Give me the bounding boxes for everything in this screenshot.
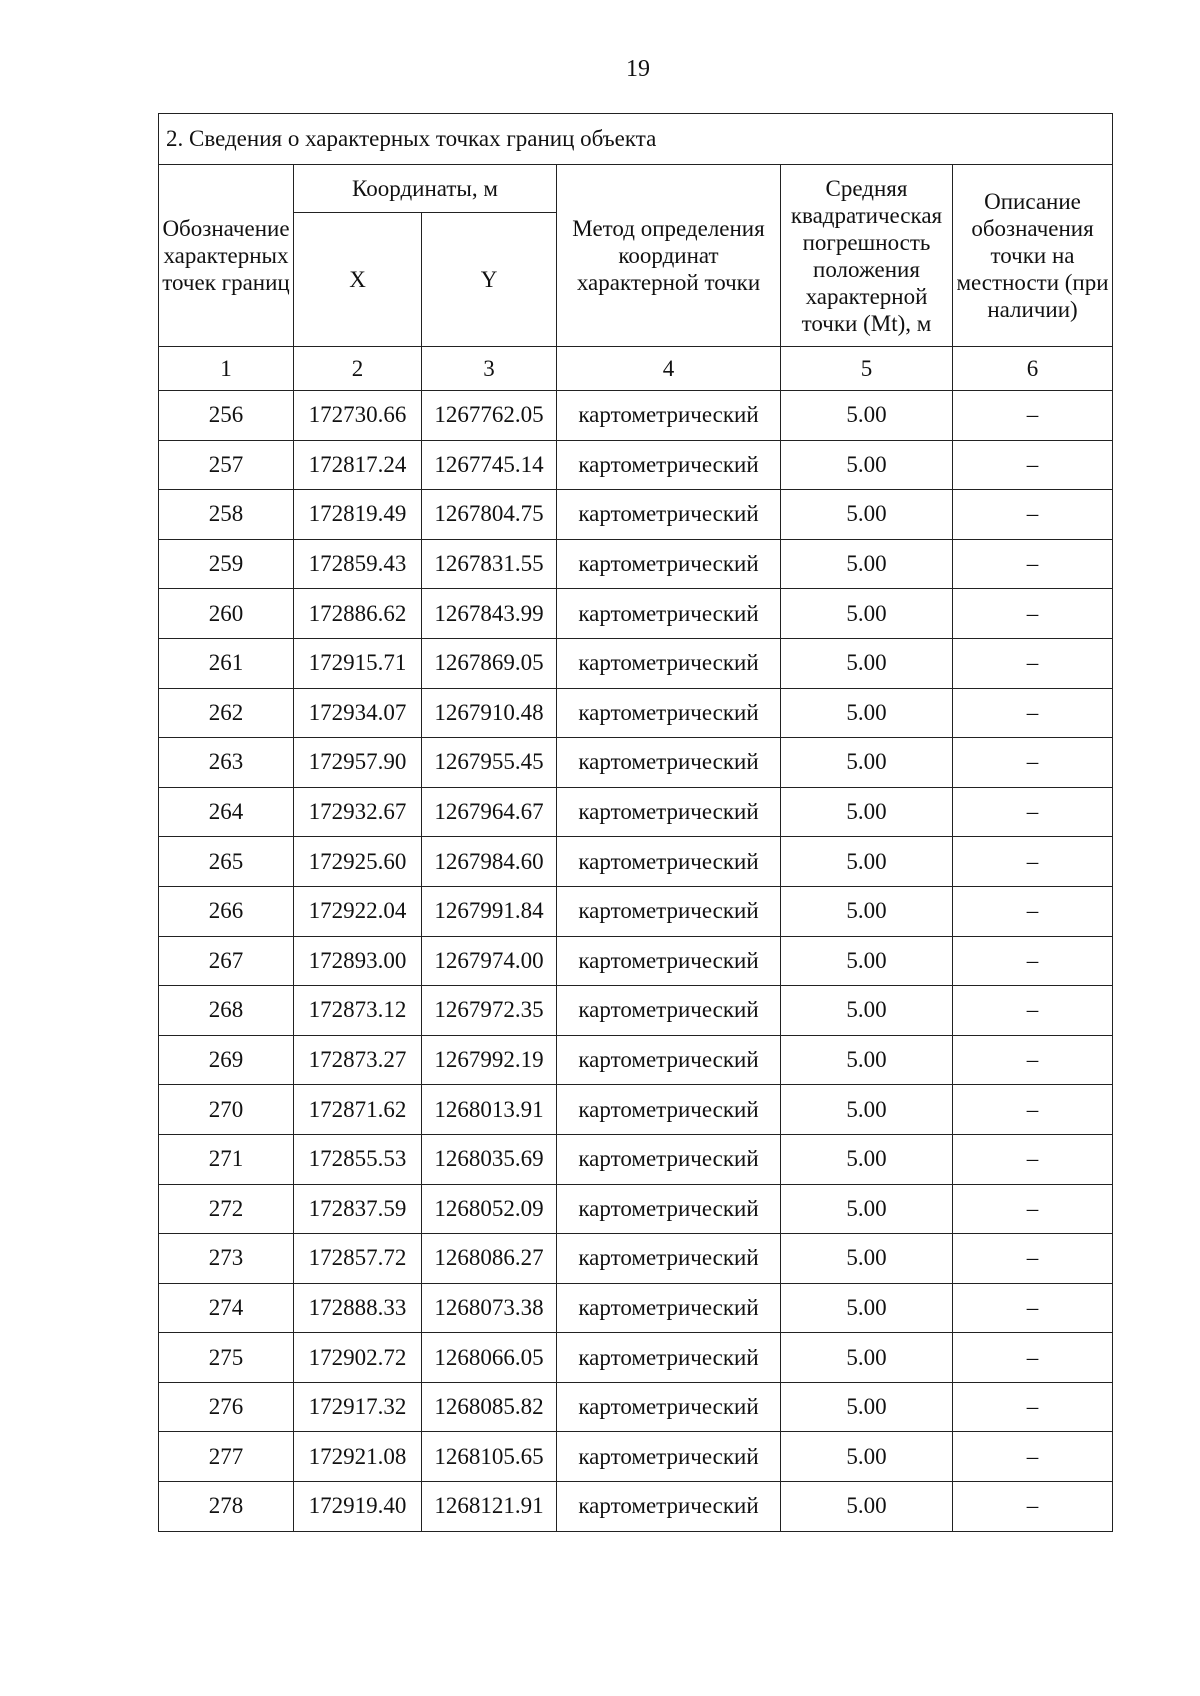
- method-cell: картометрический: [557, 1085, 781, 1135]
- method-cell: картометрический: [557, 490, 781, 540]
- y-cell: 1267964.67: [422, 787, 557, 837]
- x-cell: 172922.04: [294, 886, 422, 936]
- point-cell: 256: [159, 391, 294, 441]
- y-cell: 1267843.99: [422, 589, 557, 639]
- method-cell: картометрический: [557, 688, 781, 738]
- point-cell: 260: [159, 589, 294, 639]
- point-cell: 264: [159, 787, 294, 837]
- description-cell: –: [953, 1333, 1113, 1383]
- y-cell: 1267992.19: [422, 1035, 557, 1085]
- error-cell: 5.00: [781, 787, 953, 837]
- point-cell: 265: [159, 837, 294, 887]
- y-cell: 1267804.75: [422, 490, 557, 540]
- x-cell: 172893.00: [294, 936, 422, 986]
- point-cell: 266: [159, 886, 294, 936]
- method-cell: картометрический: [557, 1432, 781, 1482]
- table-row: [159, 1482, 1113, 1532]
- method-cell: картометрический: [557, 787, 781, 837]
- point-cell: 270: [159, 1085, 294, 1135]
- method-cell: картометрический: [557, 589, 781, 639]
- table-row: [159, 688, 1113, 738]
- description-cell: –: [953, 986, 1113, 1036]
- description-cell: –: [953, 440, 1113, 490]
- y-cell: 1268105.65: [422, 1432, 557, 1482]
- x-cell: 172917.32: [294, 1382, 422, 1432]
- table-row: [159, 490, 1113, 540]
- error-cell: 5.00: [781, 638, 953, 688]
- column-number: 5: [781, 347, 953, 391]
- header-y: Y: [422, 213, 557, 347]
- description-cell: –: [953, 539, 1113, 589]
- method-cell: картометрический: [557, 1333, 781, 1383]
- table-row: [159, 787, 1113, 837]
- x-cell: 172873.27: [294, 1035, 422, 1085]
- point-cell: 262: [159, 688, 294, 738]
- x-cell: 172857.72: [294, 1234, 422, 1284]
- description-cell: –: [953, 1432, 1113, 1482]
- error-cell: 5.00: [781, 886, 953, 936]
- error-cell: 5.00: [781, 391, 953, 441]
- y-cell: 1268086.27: [422, 1234, 557, 1284]
- error-cell: 5.00: [781, 440, 953, 490]
- header-point: Обозначение характерных точек границ: [159, 165, 294, 347]
- error-cell: 5.00: [781, 688, 953, 738]
- point-cell: 274: [159, 1283, 294, 1333]
- error-cell: 5.00: [781, 589, 953, 639]
- table-body: [159, 391, 1113, 1532]
- description-cell: –: [953, 589, 1113, 639]
- column-number: 1: [159, 347, 294, 391]
- x-cell: 172934.07: [294, 688, 422, 738]
- description-cell: –: [953, 391, 1113, 441]
- point-cell: 273: [159, 1234, 294, 1284]
- point-cell: 276: [159, 1382, 294, 1432]
- x-cell: 172921.08: [294, 1432, 422, 1482]
- header-x: X: [294, 213, 422, 347]
- table-row: [159, 539, 1113, 589]
- error-cell: 5.00: [781, 1134, 953, 1184]
- x-cell: 172932.67: [294, 787, 422, 837]
- y-cell: 1268085.82: [422, 1382, 557, 1432]
- x-cell: 172730.66: [294, 391, 422, 441]
- boundary-points-table: [158, 113, 1113, 1532]
- description-cell: –: [953, 1085, 1113, 1135]
- table-row: [159, 638, 1113, 688]
- point-cell: 275: [159, 1333, 294, 1383]
- table-row: [159, 986, 1113, 1036]
- point-cell: 267: [159, 936, 294, 986]
- x-cell: 172819.49: [294, 490, 422, 540]
- y-cell: 1267745.14: [422, 440, 557, 490]
- column-number: 4: [557, 347, 781, 391]
- description-cell: –: [953, 886, 1113, 936]
- y-cell: 1267955.45: [422, 738, 557, 788]
- method-cell: картометрический: [557, 1482, 781, 1532]
- y-cell: 1267831.55: [422, 539, 557, 589]
- description-cell: –: [953, 837, 1113, 887]
- x-cell: 172886.62: [294, 589, 422, 639]
- method-cell: картометрический: [557, 1035, 781, 1085]
- point-cell: 257: [159, 440, 294, 490]
- y-cell: 1268052.09: [422, 1184, 557, 1234]
- y-cell: 1267984.60: [422, 837, 557, 887]
- error-cell: 5.00: [781, 738, 953, 788]
- description-cell: –: [953, 936, 1113, 986]
- point-cell: 272: [159, 1184, 294, 1234]
- x-cell: 172902.72: [294, 1333, 422, 1383]
- y-cell: 1268013.91: [422, 1085, 557, 1135]
- description-cell: –: [953, 1035, 1113, 1085]
- method-cell: картометрический: [557, 1382, 781, 1432]
- table-row: [159, 837, 1113, 887]
- description-cell: –: [953, 1482, 1113, 1532]
- point-cell: 259: [159, 539, 294, 589]
- error-cell: 5.00: [781, 986, 953, 1036]
- header-method: Метод определения координат характерной точки: [557, 165, 781, 347]
- x-cell: 172859.43: [294, 539, 422, 589]
- y-cell: 1267991.84: [422, 886, 557, 936]
- table-row: [159, 886, 1113, 936]
- method-cell: картометрический: [557, 837, 781, 887]
- method-cell: картометрический: [557, 1134, 781, 1184]
- table-title: 2. Сведения о характерных точках границ объекта: [159, 114, 1113, 165]
- column-number: 3: [422, 347, 557, 391]
- method-cell: картометрический: [557, 1184, 781, 1234]
- x-cell: 172915.71: [294, 638, 422, 688]
- error-cell: 5.00: [781, 1333, 953, 1383]
- description-cell: –: [953, 1382, 1113, 1432]
- table-row: [159, 1085, 1113, 1135]
- y-cell: 1268066.05: [422, 1333, 557, 1383]
- point-cell: 261: [159, 638, 294, 688]
- method-cell: картометрический: [557, 638, 781, 688]
- error-cell: 5.00: [781, 936, 953, 986]
- description-cell: –: [953, 738, 1113, 788]
- error-cell: 5.00: [781, 1432, 953, 1482]
- table-row: [159, 1432, 1113, 1482]
- method-cell: картометрический: [557, 1234, 781, 1284]
- x-cell: 172957.90: [294, 738, 422, 788]
- y-cell: 1267869.05: [422, 638, 557, 688]
- table-row: [159, 391, 1113, 441]
- header-description: Описание обозначения точки на местности (при наличии): [953, 165, 1113, 347]
- table-row: [159, 1283, 1113, 1333]
- column-numbers-row: [159, 347, 1113, 391]
- error-cell: 5.00: [781, 1283, 953, 1333]
- header-error: Средняя квадратическая погрешность положения характерной точки (Mt), м: [781, 165, 953, 347]
- y-cell: 1268073.38: [422, 1283, 557, 1333]
- description-cell: –: [953, 1184, 1113, 1234]
- point-cell: 271: [159, 1134, 294, 1184]
- table-row: [159, 1234, 1113, 1284]
- table-row: [159, 1134, 1113, 1184]
- description-cell: –: [953, 490, 1113, 540]
- column-number: 6: [953, 347, 1113, 391]
- point-cell: 278: [159, 1482, 294, 1532]
- error-cell: 5.00: [781, 1234, 953, 1284]
- method-cell: картометрический: [557, 539, 781, 589]
- point-cell: 258: [159, 490, 294, 540]
- error-cell: 5.00: [781, 1382, 953, 1432]
- error-cell: 5.00: [781, 1482, 953, 1532]
- x-cell: 172855.53: [294, 1134, 422, 1184]
- method-cell: картометрический: [557, 1283, 781, 1333]
- y-cell: 1267762.05: [422, 391, 557, 441]
- error-cell: 5.00: [781, 1035, 953, 1085]
- method-cell: картометрический: [557, 886, 781, 936]
- method-cell: картометрический: [557, 936, 781, 986]
- point-cell: 277: [159, 1432, 294, 1482]
- description-cell: –: [953, 1283, 1113, 1333]
- error-cell: 5.00: [781, 1184, 953, 1234]
- x-cell: 172871.62: [294, 1085, 422, 1135]
- description-cell: –: [953, 638, 1113, 688]
- method-cell: картометрический: [557, 986, 781, 1036]
- page-number: 19: [626, 56, 650, 82]
- description-cell: –: [953, 1234, 1113, 1284]
- error-cell: 5.00: [781, 539, 953, 589]
- method-cell: картометрический: [557, 440, 781, 490]
- table-row: [159, 1184, 1113, 1234]
- x-cell: 172817.24: [294, 440, 422, 490]
- table-row: [159, 1035, 1113, 1085]
- table-row: [159, 936, 1113, 986]
- x-cell: 172873.12: [294, 986, 422, 1036]
- method-cell: картометрический: [557, 738, 781, 788]
- table-row: [159, 1382, 1113, 1432]
- point-cell: 263: [159, 738, 294, 788]
- point-cell: 269: [159, 1035, 294, 1085]
- header-coords: Координаты, м: [294, 165, 557, 213]
- y-cell: 1267974.00: [422, 936, 557, 986]
- description-cell: –: [953, 1134, 1113, 1184]
- method-cell: картометрический: [557, 391, 781, 441]
- description-cell: –: [953, 787, 1113, 837]
- point-cell: 268: [159, 986, 294, 1036]
- table-row: [159, 589, 1113, 639]
- column-number: 2: [294, 347, 422, 391]
- error-cell: 5.00: [781, 1085, 953, 1135]
- y-cell: 1268121.91: [422, 1482, 557, 1532]
- table-row: [159, 440, 1113, 490]
- y-cell: 1268035.69: [422, 1134, 557, 1184]
- description-cell: –: [953, 688, 1113, 738]
- x-cell: 172888.33: [294, 1283, 422, 1333]
- table-row: [159, 1333, 1113, 1383]
- error-cell: 5.00: [781, 837, 953, 887]
- x-cell: 172925.60: [294, 837, 422, 887]
- table-row: [159, 738, 1113, 788]
- x-cell: 172919.40: [294, 1482, 422, 1532]
- error-cell: 5.00: [781, 490, 953, 540]
- x-cell: 172837.59: [294, 1184, 422, 1234]
- y-cell: 1267972.35: [422, 986, 557, 1036]
- y-cell: 1267910.48: [422, 688, 557, 738]
